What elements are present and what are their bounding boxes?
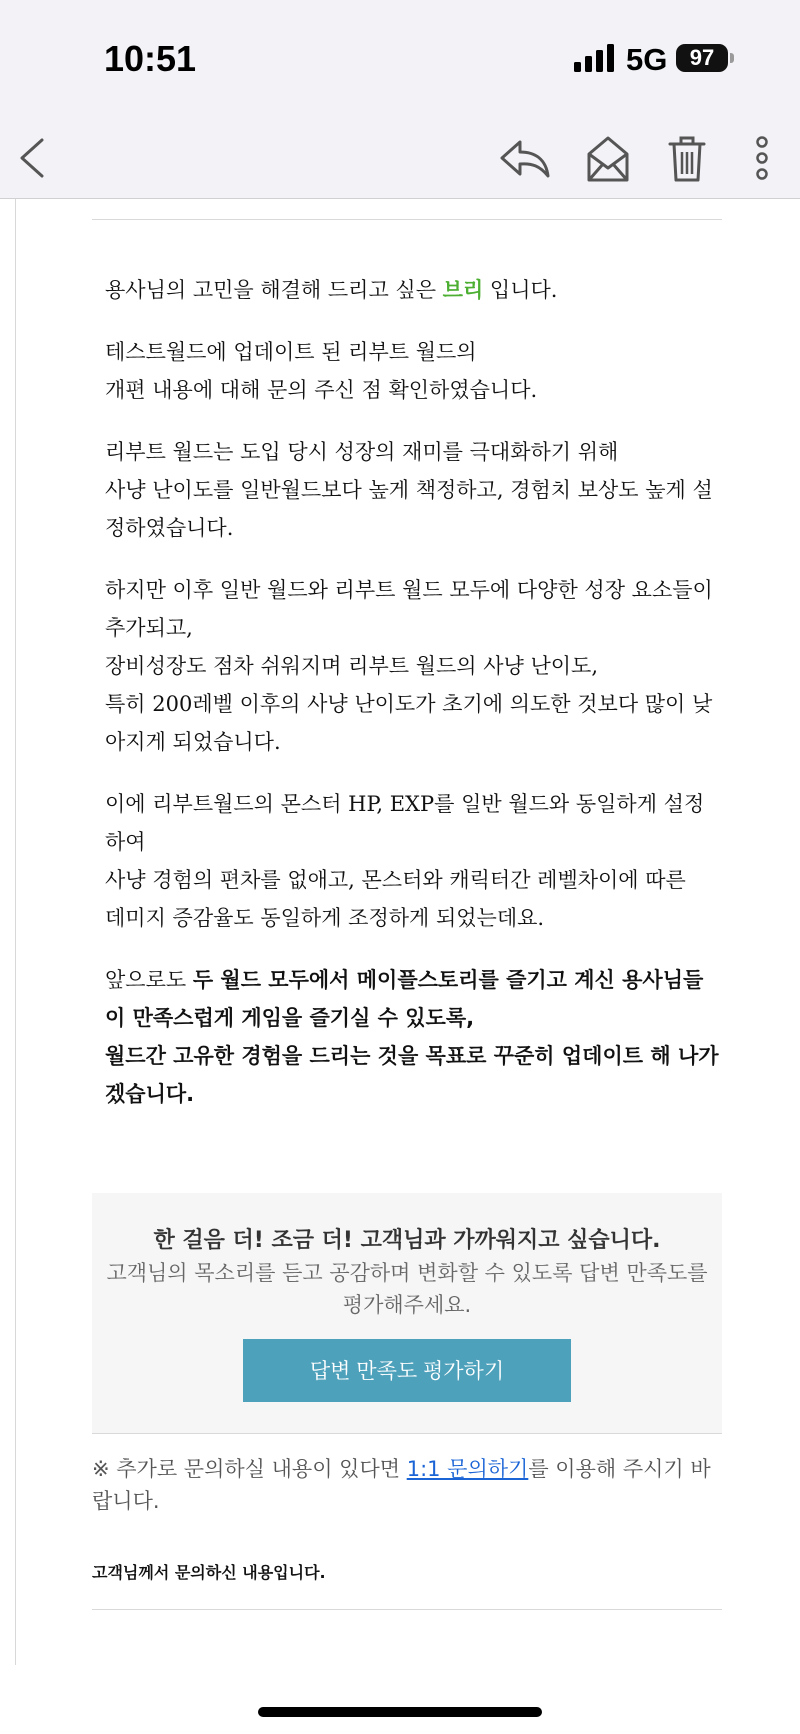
reply-icon[interactable]	[496, 130, 552, 186]
message-body	[105, 271, 720, 1137]
status-time: 10:51	[104, 38, 197, 79]
signal-icon	[574, 44, 618, 72]
message-paragraph-6	[105, 961, 720, 1113]
network-type: 5G	[626, 42, 668, 77]
trash-icon[interactable]	[666, 130, 708, 186]
message-paragraph-4: 하지만 이후 일반 월드와 리부트 월드 모두에 다양한 성장 요소들이 추가되고, 장비성장도 점차 쉬워지며 리부트 월드의 사냥 난이도, 특히 200레벨 이후의 사냥 난이도가 초기에 의도한 것보다 많이 낮아지게 되었습니다.	[105, 578, 713, 754]
intro-text-end: 입니다.	[483, 278, 558, 302]
satisfaction-survey	[92, 1193, 722, 1434]
p6-lead: 앞으로도	[105, 968, 193, 992]
survey-description: 고객님의 목소리를 듣고 공감하며 변화할 수 있도록 답변 만족도를 평가해주세요.	[106, 1261, 708, 1317]
notice-text-end: 를 이용해 주시기 바랍니다.	[92, 1457, 711, 1513]
status-bar	[0, 0, 800, 118]
message-paragraph-3: 리부트 월드는 도입 당시 성장의 재미를 극대화하기 위해 사냥 난이도를 일반월드보다 높게 책정하고, 경험치 보상도 높게 설정하였습니다.	[105, 440, 713, 540]
inquiry-section-label: 고객님께서 문의하신 내용입니다.	[92, 1563, 326, 1582]
battery-icon: 97	[676, 44, 728, 72]
divider	[92, 1609, 722, 1610]
p6-bold-text: 두 월드 모두에서 메이플스토리를 즐기고 계신 용사님들이 만족스럽게 게임을 즐기실 수 있도록, 월드간 고유한 경험을 드리는 것을 목표로 꾸준히 업데이트 해 나가겠습니다.	[105, 968, 719, 1106]
message-paragraph-2: 테스트월드에 업데이트 된 리부트 월드의 개편 내용에 대해 문의 주신 점 확인하였습니다.	[105, 340, 538, 402]
message-paragraph-5: 이에 리부트월드의 몬스터 HP, EXP를 일반 월드와 동일하게 설정하여 사냥 경험의 편차를 없애고, 몬스터와 캐릭터간 레벨차이에 따른 데미지 증감율도 동일하게 조정하게 되었는데요.	[105, 792, 705, 930]
chevron-left-icon[interactable]	[14, 130, 54, 186]
mail-toolbar	[0, 118, 800, 199]
more-vertical-icon[interactable]	[748, 130, 776, 186]
battery-tip	[730, 53, 734, 63]
home-indicator[interactable]	[258, 1707, 542, 1717]
intro-text: 용사님의 고민을 해결해 드리고 싶은	[105, 278, 443, 302]
notice-text: ※ 추가로 문의하실 내용이 있다면	[92, 1457, 407, 1481]
one-to-one-inquiry-link[interactable]: 1:1 문의하기	[406, 1457, 529, 1481]
envelope-open-icon[interactable]	[585, 130, 631, 186]
brand-name: 브리	[442, 277, 484, 302]
survey-title: 한 걸음 더! 조금 더! 고객님과 가까워지고 싶습니다.	[153, 1228, 661, 1253]
additional-inquiry-notice	[92, 1453, 722, 1517]
divider	[92, 219, 722, 220]
rate-answer-button[interactable]: 답변 만족도 평가하기	[243, 1339, 571, 1402]
message-intro	[105, 271, 720, 309]
